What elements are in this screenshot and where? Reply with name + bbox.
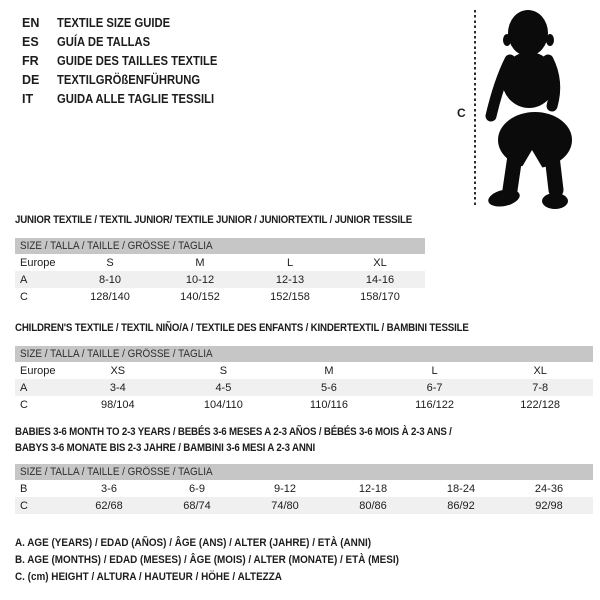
section-title-babies-line1: BABIES 3-6 MONTH TO 2-3 YEARS / BEBÉS 3-6 MESES A 2-3 AÑOS / BÉBÉS 3-6 MOIS À 2-3 ANS / (15, 426, 452, 438)
table-row (15, 254, 425, 271)
table-babies (15, 464, 593, 514)
size-cell: XL (373, 256, 387, 269)
table-row (15, 497, 593, 514)
table-header-label: SIZE / TALLA / TAILLE / GRÖSSE / TAGLIA (20, 240, 213, 252)
legend-age-years: A. AGE (YEARS) / EDAD (AÑOS) / ÂGE (ANS) / ALTER (JAHRE) / ETÀ (ANNI) (15, 537, 372, 549)
age-cell: 3-6 (101, 482, 117, 495)
table-row (15, 396, 593, 413)
language-row (22, 90, 232, 109)
height-cell: 80/86 (359, 499, 387, 512)
row-label: C (20, 398, 28, 411)
table-row (15, 271, 425, 288)
height-cell: 74/80 (271, 499, 299, 512)
age-cell: 10-12 (185, 273, 215, 286)
height-cell: 140/152 (180, 290, 220, 303)
row-label: B (20, 482, 28, 495)
age-cell: 5-6 (321, 381, 337, 394)
language-row (22, 71, 216, 90)
table-header-bar (15, 346, 593, 362)
row-label: C (20, 499, 28, 512)
size-cell: S (219, 364, 228, 377)
height-cell: 92/98 (535, 499, 563, 512)
section-title-babies-line2: BABYS 3-6 MONATE BIS 2-3 JAHRE / BAMBINI 3-6 MESI A 2-3 ANNI (15, 442, 316, 454)
row-label: A (20, 381, 28, 394)
table-header-label: SIZE / TALLA / TAILLE / GRÖSSE / TAGLIA (20, 348, 213, 360)
language-row (22, 14, 183, 33)
table-row (15, 288, 425, 305)
language-code: DE (22, 73, 40, 87)
height-cell: 128/140 (90, 290, 130, 303)
language-code: ES (22, 35, 39, 49)
language-row (22, 33, 160, 52)
height-cell: 86/92 (447, 499, 475, 512)
height-cell: 62/68 (95, 499, 123, 512)
height-cell: 152/158 (270, 290, 310, 303)
language-row (22, 52, 235, 71)
language-label: GUÍA DE TALLAS (57, 35, 151, 49)
age-cell: 3-4 (109, 381, 126, 394)
height-cell: 68/74 (183, 499, 211, 512)
height-cell: 158/170 (360, 290, 400, 303)
size-cell: L (431, 364, 438, 377)
age-cell: 6-7 (426, 381, 443, 394)
age-cell: 9-12 (273, 482, 297, 495)
language-label: TEXTILE SIZE GUIDE (57, 16, 171, 30)
age-cell: 4-5 (215, 381, 232, 394)
row-label: Europe (20, 256, 56, 269)
table-header-bar (15, 464, 593, 480)
size-cell: S (106, 256, 114, 269)
language-code: IT (22, 92, 34, 106)
section-title-children: CHILDREN'S TEXTILE / TEXTIL NIÑO/A / TEXTILE DES ENFANTS / KINDERTEXTIL / BAMBINI TESSILE (15, 322, 469, 334)
height-label-c: C (457, 106, 466, 120)
language-label: GUIDA ALLE TAGLIE TESSILI (57, 92, 215, 106)
legend-age-months: B. AGE (MONTHS) / EDAD (MESES) / ÂGE (MOIS) / ALTER (MONATE) / ETÀ (MESI) (15, 554, 399, 566)
table-junior (15, 238, 425, 305)
height-cell: 98/104 (100, 398, 135, 411)
age-cell: 7-8 (532, 381, 549, 394)
size-cell: M (324, 364, 334, 377)
height-cell: 122/128 (520, 398, 561, 411)
language-code: FR (22, 54, 39, 68)
age-cell: 6-9 (189, 482, 205, 495)
age-cell: 8-10 (98, 273, 122, 286)
section-title-junior: JUNIOR TEXTILE / TEXTIL JUNIOR/ TEXTILE JUNIOR / JUNIORTEXTIL / JUNIOR TESSILE (15, 214, 413, 226)
table-row (15, 480, 593, 497)
height-cell: 104/110 (203, 398, 243, 411)
table-header-label: SIZE / TALLA / TAILLE / GRÖSSE / TAGLIA (20, 466, 213, 478)
size-cell: XL (533, 364, 547, 377)
table-header-bar (15, 238, 425, 254)
legend-height-cm: C. (cm) HEIGHT / ALTURA / HAUTEUR / HÖHE / ALTEZZA (15, 571, 282, 583)
baby-silhouette-icon (483, 6, 579, 210)
row-label: Europe (20, 364, 56, 377)
height-cell: 116/122 (415, 398, 455, 411)
table-row (15, 362, 593, 379)
age-cell: 12-18 (358, 482, 388, 495)
height-measure-dashed-line (474, 10, 476, 207)
row-label: A (20, 273, 28, 286)
age-cell: 14-16 (365, 273, 395, 286)
age-cell: 24-36 (534, 482, 564, 495)
age-cell: 12-13 (275, 273, 305, 286)
language-label: TEXTILGRÖßENFÜHRUNG (57, 73, 201, 87)
table-children (15, 346, 593, 413)
size-cell: XS (110, 364, 126, 377)
table-row (15, 379, 593, 396)
row-label: C (20, 290, 28, 303)
language-code: EN (22, 16, 40, 30)
size-cell: L (286, 256, 294, 269)
language-label: GUIDE DES TAILLES TEXTILE (57, 54, 218, 68)
size-cell: M (195, 256, 205, 269)
height-cell: 110/116 (309, 398, 349, 411)
age-cell: 18-24 (446, 482, 476, 495)
